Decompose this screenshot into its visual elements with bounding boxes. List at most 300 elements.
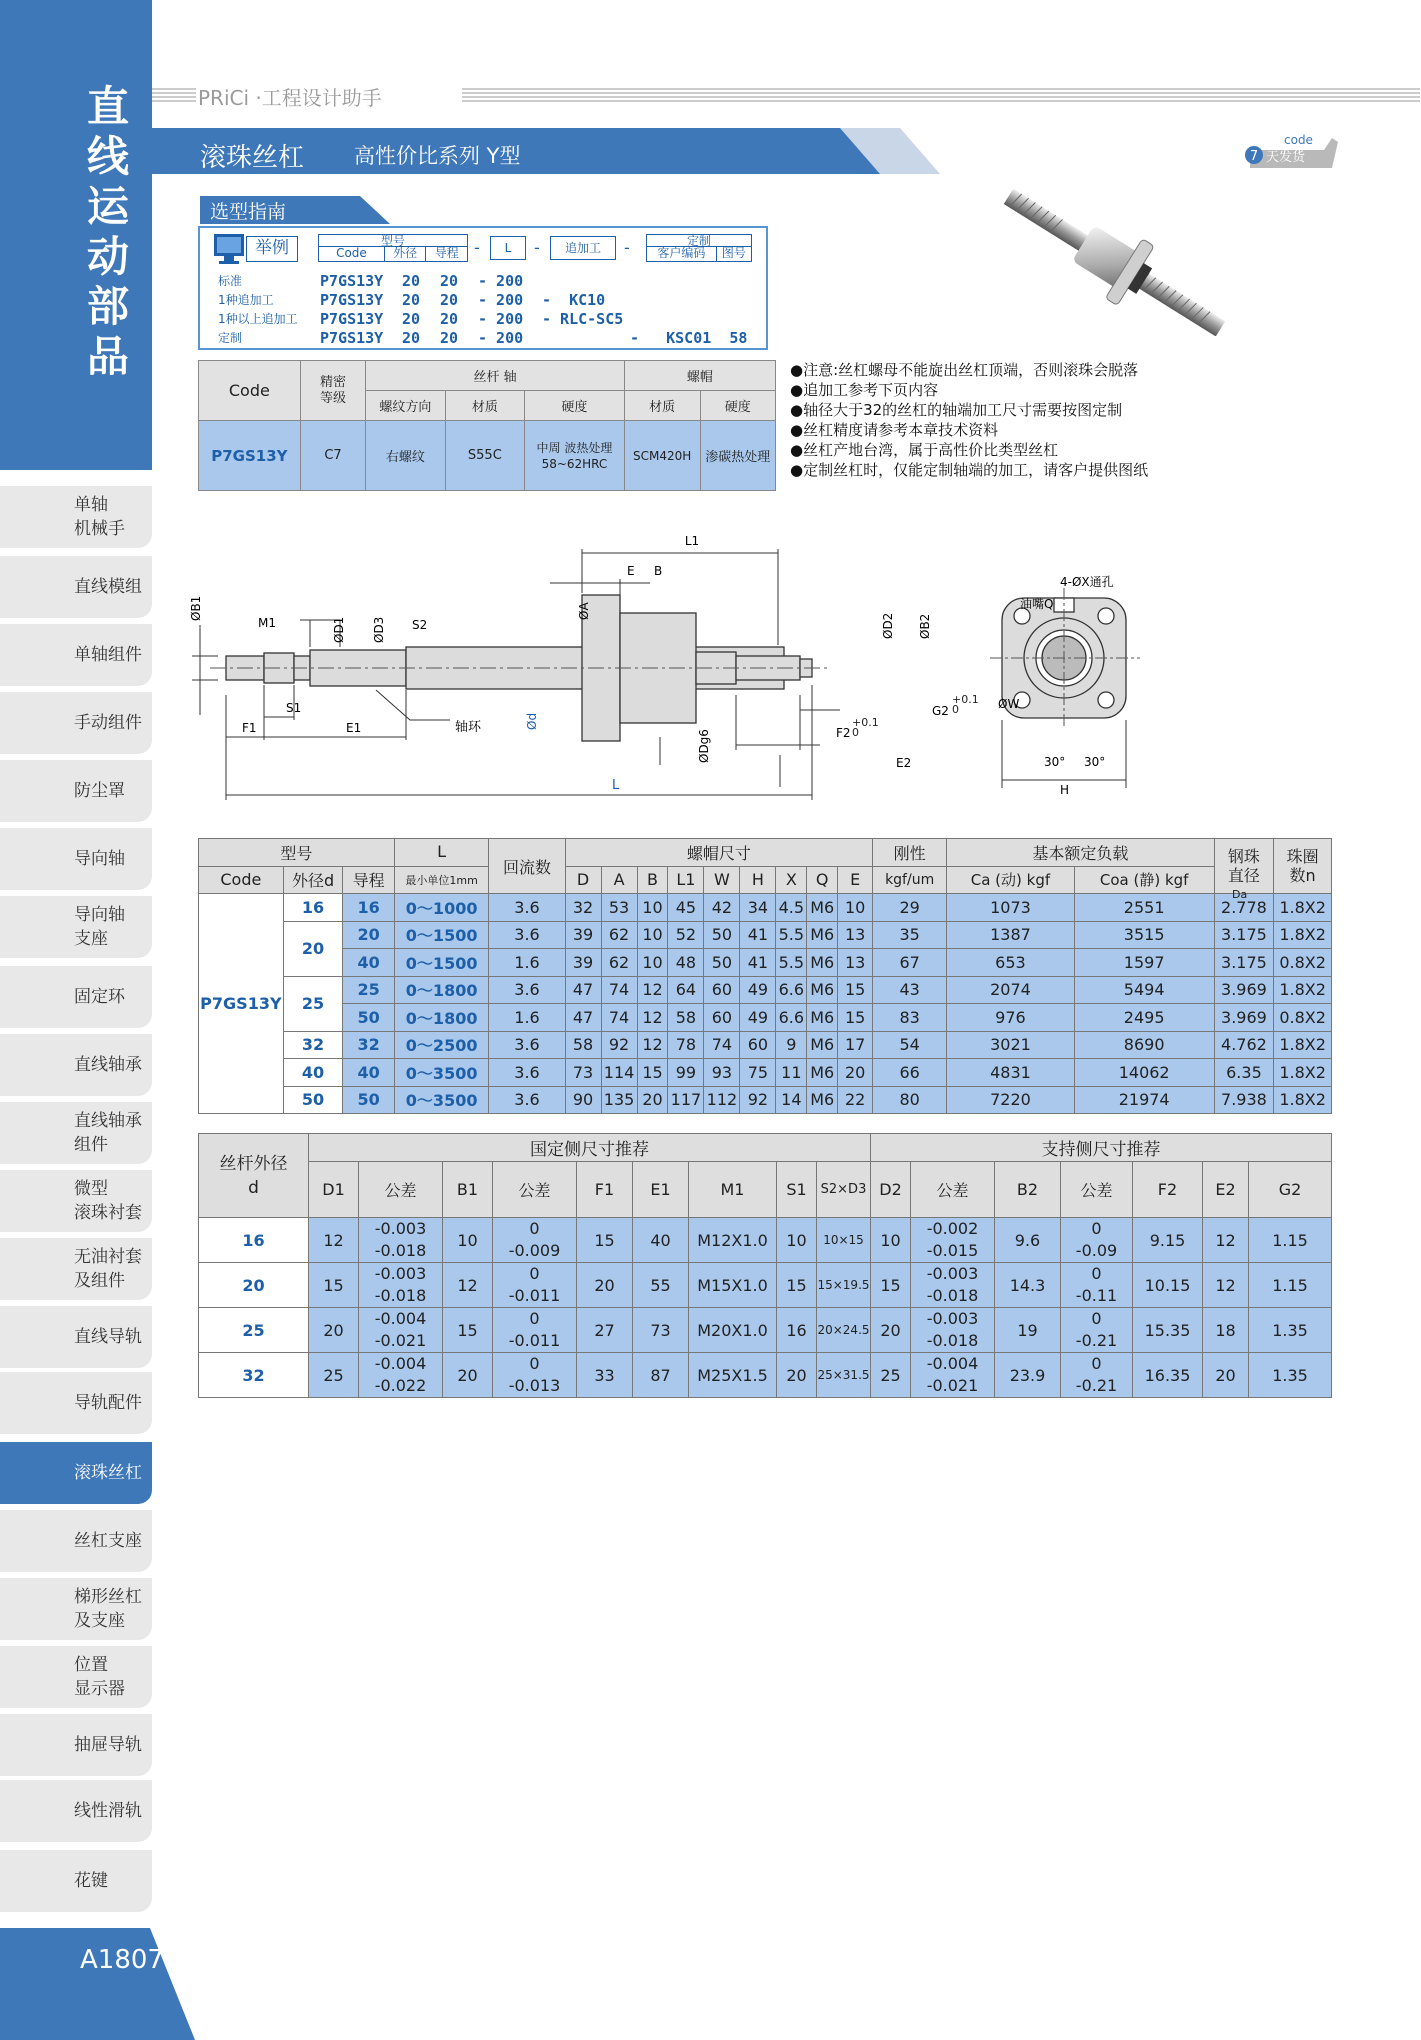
dim-X: 5.5: [776, 921, 807, 949]
dim-rigid: 43: [873, 976, 947, 1004]
guide-row-od: 20: [402, 291, 421, 309]
dim-X: 6.6: [776, 976, 807, 1004]
end-E2: 12: [1203, 1263, 1249, 1308]
dim-L: L: [612, 778, 620, 793]
end-F1: 33: [577, 1353, 633, 1398]
h-Q: Q: [807, 866, 838, 894]
end-S1: 15: [777, 1263, 817, 1308]
dim-F1: F1: [242, 721, 257, 735]
dim-L1: 78: [668, 1031, 704, 1059]
spec-mat: S55C: [445, 421, 525, 491]
end-S1: 10: [777, 1218, 817, 1263]
dim-H: 41: [740, 949, 776, 977]
dim-D: 58: [565, 1031, 601, 1059]
dim-coa: 2495: [1074, 1004, 1214, 1032]
end-D1: 20: [309, 1308, 359, 1353]
sidebar-item[interactable]: 直线轴承: [0, 1034, 152, 1096]
end-od: 20: [199, 1263, 309, 1308]
end-tol4: 0 -0.21: [1061, 1353, 1133, 1398]
dim-Q: M6: [807, 921, 838, 949]
dim-W: 42: [704, 894, 740, 922]
e-h-support: 支持侧尺寸推荐: [871, 1134, 1332, 1162]
end-S1: 16: [777, 1308, 817, 1353]
end-B2: 23.9: [995, 1353, 1061, 1398]
end-M1: M20X1.0: [689, 1308, 777, 1353]
e-h-tol3: 公差: [911, 1162, 995, 1218]
end-M1: M25X1.5: [689, 1353, 777, 1398]
spec-nut-mat: SCM420H: [624, 421, 700, 491]
end-M1: M12X1.0: [689, 1218, 777, 1263]
dim-ca: 1073: [947, 894, 1075, 922]
dim-L: 0～1800: [394, 976, 489, 1004]
guide-row-code: P7GS13Y: [320, 329, 384, 347]
spec-dir: 右螺纹: [366, 421, 445, 491]
note: ●轴径大于32的丝杠的轴端加工尺寸需要按图定制: [790, 401, 1123, 419]
dim-L: 0～1800: [394, 1004, 489, 1032]
end-G2: 1.35: [1249, 1308, 1332, 1353]
e-h-od: 丝杆外径 d: [199, 1134, 309, 1218]
dim-L1: 45: [668, 894, 704, 922]
note: ●丝杠精度请参考本章技术资料: [790, 421, 999, 439]
sidebar-item[interactable]: 抽屉导轨: [0, 1714, 152, 1776]
end-E1: 87: [633, 1353, 689, 1398]
dim-ca: 2074: [947, 976, 1075, 1004]
dim-G2-tol: +0.1 0: [952, 693, 979, 716]
dim-D: 47: [565, 1004, 601, 1032]
end-tol4: 0 -0.11: [1061, 1263, 1133, 1308]
dim-circ: 3.6: [489, 921, 565, 949]
dim-H: 60: [740, 1031, 776, 1059]
sidebar-item[interactable]: 微型 滚珠衬套: [0, 1170, 152, 1232]
guide-row-label: 1种以上追加工: [218, 312, 298, 326]
end-B1: 15: [443, 1308, 493, 1353]
guide-row-od: 20: [402, 272, 421, 290]
angle-label-1: 30°: [1044, 755, 1066, 769]
guide-row-od: 20: [402, 310, 421, 328]
angle-label-2: 30°: [1084, 755, 1106, 769]
end-machining-table: [198, 1133, 1332, 1398]
dim-L: 0～1500: [394, 921, 489, 949]
end-S2D3: 10×15: [817, 1218, 871, 1263]
dim-L1: 117: [668, 1086, 704, 1114]
dim-D: 39: [565, 921, 601, 949]
lead-header: 导程: [434, 246, 459, 260]
guide-row-lead: 20: [440, 310, 459, 328]
end-G2: 1.15: [1249, 1218, 1332, 1263]
end-machining-body: [199, 1218, 1332, 1398]
dim-circ: 3.6: [489, 976, 565, 1004]
end-E2: 12: [1203, 1218, 1249, 1263]
dim-M1: M1: [258, 616, 276, 630]
e-h-M1: M1: [689, 1162, 777, 1218]
e-h-F2: F2: [1133, 1162, 1203, 1218]
dim-E: 10: [838, 894, 873, 922]
dim-A: 74: [601, 1004, 637, 1032]
e-h-S2D3: S2×D3: [817, 1162, 871, 1218]
e-h-G2: G2: [1249, 1162, 1332, 1218]
dim-phiDg6: ØDg6: [697, 729, 711, 763]
dim-phid: Ød: [525, 712, 539, 730]
end-tol1: -0.003 -0.018: [359, 1218, 443, 1263]
dim-Q: M6: [807, 894, 838, 922]
e-h-tol4: 公差: [1061, 1162, 1133, 1218]
end-E1: 40: [633, 1218, 689, 1263]
brand-text: PRiCi ·工程设计助手: [198, 86, 382, 110]
dim-lead: 40: [343, 1059, 394, 1087]
note: ●丝杠产地台湾，属于高性价比类型丝杠: [790, 441, 1059, 459]
end-B1: 12: [443, 1263, 493, 1308]
end-B2: 9.6: [995, 1218, 1061, 1263]
sidebar-item[interactable]: 梯形丝杠 及支座: [0, 1578, 152, 1640]
dim-Q: M6: [807, 1031, 838, 1059]
page-title: 滚珠丝杠: [200, 143, 305, 173]
dim-W: 112: [704, 1086, 740, 1114]
spec-shaft-header: 丝杆 轴: [366, 361, 625, 391]
end-E1: 73: [633, 1308, 689, 1353]
custom-header: [646, 234, 752, 262]
sidebar-item[interactable]: 直线导轨: [0, 1306, 152, 1368]
dimensions-table: [198, 838, 1332, 1114]
sidebar-item[interactable]: 单轴组件: [0, 624, 152, 686]
end-B1: 20: [443, 1353, 493, 1398]
selection-guide: 举例 型号 Code 外径 导程 - L - 追加工 - 定制 客户编码 图号 标准 P7GS13Y 20 20 - 200 1种追加工 P7GS13Y 20 20 - 200 - KC10 1种以上追加工 P7GS13Y 20 20 - 200 - RLC-SC5 定制 P7GS13Y 20 20 - 200 - KSC01 58: [198, 226, 768, 350]
end-M1: M15X1.0: [689, 1263, 777, 1308]
dim-coa: 14062: [1074, 1059, 1214, 1087]
dim-phiD1: ØD1: [332, 616, 346, 643]
spec-hard: 中周 波热处理 58~62HRC: [525, 421, 625, 491]
h-L-label: L: [437, 842, 447, 862]
dim-H: 92: [740, 1086, 776, 1114]
sidebar-item[interactable]: 丝杠支座: [0, 1510, 152, 1572]
dim-ca: 3021: [947, 1031, 1075, 1059]
end-tol3: -0.002 -0.015: [911, 1218, 995, 1263]
dim-X: 9: [776, 1031, 807, 1059]
h-ca: Ca (动) kgf: [947, 866, 1075, 894]
dim-L: 0～1000: [394, 894, 489, 922]
dim-coa: 5494: [1074, 976, 1214, 1004]
sidebar-item[interactable]: 导向轴: [0, 828, 152, 890]
dim-X: 5.5: [776, 949, 807, 977]
end-F1: 20: [577, 1263, 633, 1308]
dim-phiB1: ØB1: [189, 595, 203, 621]
guide-row-code: P7GS13Y: [320, 310, 384, 328]
end-tol4: 0 -0.21: [1061, 1308, 1133, 1353]
dim-circ: 3.6: [489, 1059, 565, 1087]
h-L: [394, 839, 489, 867]
end-F2: 16.35: [1133, 1353, 1203, 1398]
h-A: A: [601, 866, 637, 894]
badge-text: 天发货: [1266, 150, 1306, 165]
sidebar-item[interactable]: 直线轴承 组件: [0, 1102, 152, 1164]
end-F1: 27: [577, 1308, 633, 1353]
dim-Q: M6: [807, 949, 838, 977]
end-B2: 14.3: [995, 1263, 1061, 1308]
h-nut: 螺帽尺寸: [565, 839, 873, 867]
dim-B: 10: [637, 894, 668, 922]
sidebar-item[interactable]: 导轨配件: [0, 1372, 152, 1434]
dim-A: 62: [601, 949, 637, 977]
dim-X: 11: [776, 1059, 807, 1087]
sidebar-item[interactable]: 防尘罩: [0, 760, 152, 822]
L-header: L: [490, 236, 526, 260]
h-L-sub: 最小单位1mm: [394, 866, 489, 894]
guide-row-od: 20: [402, 329, 421, 347]
spec-code-header: Code: [199, 361, 301, 421]
dim-D: 39: [565, 949, 601, 977]
note: ●定制丝杠时，仅能定制轴端的加工，请客户提供图纸: [790, 461, 1149, 479]
h-X: X: [776, 866, 807, 894]
dim-S2: S2: [412, 618, 428, 632]
dim-W: 50: [704, 921, 740, 949]
dim-A: 53: [601, 894, 637, 922]
dim-circ: 1.6: [489, 949, 565, 977]
sidebar-item[interactable]: 位置 显示器: [0, 1646, 152, 1708]
dim-L1: 99: [668, 1059, 704, 1087]
dim-X: 4.5: [776, 894, 807, 922]
guide-row-L: - 200: [478, 272, 524, 290]
dim-A: 114: [601, 1059, 637, 1087]
h-od: 外径d: [283, 866, 343, 894]
guide-row-lead: 20: [440, 291, 459, 309]
dim-B: 15: [637, 1059, 668, 1087]
dim-lead: 20: [343, 921, 394, 949]
dim-E1: E1: [346, 721, 362, 735]
dim-E: 22: [838, 1086, 873, 1114]
end-tol3: -0.003 -0.018: [911, 1308, 995, 1353]
dim-lead: 25: [343, 976, 394, 1004]
dim-D: 47: [565, 976, 601, 1004]
guide-row-add: - KC10: [542, 291, 606, 309]
model-header-label: 型号: [319, 235, 467, 247]
end-tol4: 0 -0.09: [1061, 1218, 1133, 1263]
notes-list: [790, 360, 1148, 480]
dim-coa: 8690: [1074, 1031, 1214, 1059]
dim-od: 16: [283, 894, 343, 922]
dim-turns: 1.8X2: [1274, 976, 1332, 1004]
dim-coa: 2551: [1074, 894, 1214, 922]
guide-row-L: - 200: [478, 291, 524, 309]
dim-turns: 1.8X2: [1274, 1086, 1332, 1114]
note: ●注意:丝杠螺母不能旋出丝杠顶端，否则滚珠会脱落: [790, 361, 1139, 379]
sidebar-item[interactable]: 单轴 机械手: [0, 486, 152, 548]
spec-nut-header: 螺帽: [624, 361, 775, 391]
sidebar-item[interactable]: 固定环: [0, 966, 152, 1028]
h-D: D: [565, 866, 601, 894]
dim-F2-tol: +0.1 0: [852, 716, 879, 739]
dim-L1: 48: [668, 949, 704, 977]
dim-X: 14: [776, 1086, 807, 1114]
dim-ca: 7220: [947, 1086, 1075, 1114]
guide-row-label: 1种追加工: [218, 293, 274, 307]
page-subtitle: 高性价比系列 Y型: [354, 144, 521, 168]
dim-ball: 6.35: [1214, 1059, 1274, 1087]
dim-H: 49: [740, 976, 776, 1004]
dim-A: 74: [601, 976, 637, 1004]
spec-nut-mat-header: 材质: [624, 391, 700, 421]
dim-coa: 3515: [1074, 921, 1214, 949]
e-h-F1: F1: [577, 1162, 633, 1218]
end-E2: 20: [1203, 1353, 1249, 1398]
dim-rigid: 67: [873, 949, 947, 977]
end-S1: 20: [777, 1353, 817, 1398]
badge-days: 7: [1249, 149, 1259, 164]
oil-label: 油嘴Q: [1020, 597, 1054, 611]
h-H: H: [740, 866, 776, 894]
end-D2: 15: [871, 1263, 911, 1308]
dim-ball: 7.938: [1214, 1086, 1274, 1114]
guide-row-add: - RLC-SC5: [542, 310, 624, 328]
spec-nut-hard: 渗碳热处理: [700, 421, 775, 491]
dim-A: 135: [601, 1086, 637, 1114]
guide-row-lead: 20: [440, 329, 459, 347]
dim-E: 15: [838, 1004, 873, 1032]
end-D2: 20: [871, 1308, 911, 1353]
dim-phiB2: ØB2: [918, 613, 932, 639]
spec-nut-hard-header: 硬度: [700, 391, 775, 421]
end-F2: 10.15: [1133, 1263, 1203, 1308]
dim-circ: 1.6: [489, 1004, 565, 1032]
dim-S1: S1: [286, 701, 302, 715]
dim-turns: 1.8X2: [1274, 1059, 1332, 1087]
dim-coa: 21974: [1074, 1086, 1214, 1114]
dim-Q: M6: [807, 1086, 838, 1114]
h-rigid-unit: kgf/um: [873, 866, 947, 894]
dim-ca: 976: [947, 1004, 1075, 1032]
end-D1: 15: [309, 1263, 359, 1308]
dim-E2: E2: [896, 756, 912, 770]
dimensions-body: [199, 894, 1332, 1114]
end-S2D3: 15×19.5: [817, 1263, 871, 1308]
addition-header: 追加工: [550, 236, 616, 260]
dim-A: 62: [601, 921, 637, 949]
dim-rigid: 29: [873, 894, 947, 922]
dim-rigid: 35: [873, 921, 947, 949]
e-h-tol2: 公差: [493, 1162, 577, 1218]
customer-code-header: 客户编码: [647, 247, 717, 261]
dim-turns: 0.8X2: [1274, 949, 1332, 977]
e-h-tol1: 公差: [359, 1162, 443, 1218]
end-D1: 25: [309, 1353, 359, 1398]
dim-turns: 1.8X2: [1274, 1031, 1332, 1059]
dim-L1: 52: [668, 921, 704, 949]
end-tol1: -0.003 -0.018: [359, 1263, 443, 1308]
dim-circ: 3.6: [489, 1031, 565, 1059]
dim-ball: 3.175: [1214, 949, 1274, 977]
custom-header-label: 定制: [647, 235, 751, 247]
spec-hard-header: 硬度: [525, 391, 625, 421]
dim-G2: G2: [932, 704, 949, 718]
sidebar-item[interactable]: 线性滑轨: [0, 1780, 152, 1842]
guide-row-label: 标准: [218, 274, 243, 288]
sidebar-item[interactable]: 无油衬套 及组件: [0, 1238, 152, 1300]
sidebar-item[interactable]: 花键: [0, 1850, 152, 1912]
e-h-B2: B2: [995, 1162, 1061, 1218]
dim-coa: 1597: [1074, 949, 1214, 977]
dim-phiD2: ØD2: [881, 612, 895, 639]
dim-circ: 3.6: [489, 1086, 565, 1114]
sidebar-item[interactable]: 滚珠丝杠: [0, 1442, 152, 1504]
dim-E: 17: [838, 1031, 873, 1059]
dim-W: 50: [704, 949, 740, 977]
dim-E: 13: [838, 921, 873, 949]
end-tol3: -0.003 -0.018: [911, 1263, 995, 1308]
h-turns: 珠圈 数n: [1274, 839, 1332, 894]
e-h-S1: S1: [777, 1162, 817, 1218]
h-circ: 回流数: [489, 839, 565, 894]
dim-od: 25: [283, 976, 343, 1031]
dim-B: 10: [637, 949, 668, 977]
dim-Q: M6: [807, 1059, 838, 1087]
h-B: B: [637, 866, 668, 894]
dim-ball: 4.762: [1214, 1031, 1274, 1059]
sidebar-item[interactable]: 导向轴 支座: [0, 896, 152, 958]
h-lead: 导程: [343, 866, 394, 894]
delivery-badge: [1240, 128, 1340, 174]
dim-ball: 3.969: [1214, 976, 1274, 1004]
end-od: 32: [199, 1353, 309, 1398]
dim-B: 20: [637, 1086, 668, 1114]
section-title: 直 线 运 动 部 品: [86, 82, 129, 381]
dim-od: 32: [283, 1031, 343, 1059]
dim-rigid: 66: [873, 1059, 947, 1087]
e-h-D2: D2: [871, 1162, 911, 1218]
guide-row-label: 定制: [218, 331, 243, 345]
spec-grade: C7: [300, 421, 366, 491]
dim-L1: 64: [668, 976, 704, 1004]
nut-side-view: [990, 548, 1140, 798]
dim-B: 12: [637, 1031, 668, 1059]
end-F2: 15.35: [1133, 1308, 1203, 1353]
end-tol2: 0 -0.013: [493, 1353, 577, 1398]
e-h-B1: B1: [443, 1162, 493, 1218]
dim-lead: 50: [343, 1004, 394, 1032]
dim-D: 90: [565, 1086, 601, 1114]
end-D2: 10: [871, 1218, 911, 1263]
dim-turns: 0.8X2: [1274, 1004, 1332, 1032]
end-B2: 19: [995, 1308, 1061, 1353]
guide-row-lead: 20: [440, 272, 459, 290]
code-header: Code: [319, 247, 385, 261]
h-E: E: [838, 866, 873, 894]
sidebar-item[interactable]: 直线模组: [0, 556, 152, 618]
guide-tab-label: 选型指南: [210, 201, 287, 223]
page-number: A1807: [80, 1945, 164, 1975]
dim-H: 41: [740, 921, 776, 949]
dim-B: 12: [637, 976, 668, 1004]
spec-mat-header: 材质: [445, 391, 525, 421]
dim-rigid: 80: [873, 1086, 947, 1114]
h-W: W: [704, 866, 740, 894]
end-B1: 10: [443, 1218, 493, 1263]
H-label: H: [1060, 783, 1070, 797]
end-S2D3: 20×24.5: [817, 1308, 871, 1353]
dim-code: P7GS13Y: [199, 894, 284, 1114]
dim-rigid: 54: [873, 1031, 947, 1059]
spec-grade-header: 精密 等级: [300, 361, 366, 421]
h-L1: L1: [668, 866, 704, 894]
sidebar-item[interactable]: 手动组件: [0, 692, 152, 754]
dim-L: 0～3500: [394, 1059, 489, 1087]
dim-X: 6.6: [776, 1004, 807, 1032]
end-tol1: -0.004 -0.021: [359, 1308, 443, 1353]
dim-L1: 58: [668, 1004, 704, 1032]
dim-B: B: [654, 564, 663, 578]
end-od: 16: [199, 1218, 309, 1263]
spec-dir-header: 螺纹方向: [366, 391, 445, 421]
dim-ca: 4831: [947, 1059, 1075, 1087]
dim-L1: L1: [684, 534, 700, 548]
dim-lead: 40: [343, 949, 394, 977]
